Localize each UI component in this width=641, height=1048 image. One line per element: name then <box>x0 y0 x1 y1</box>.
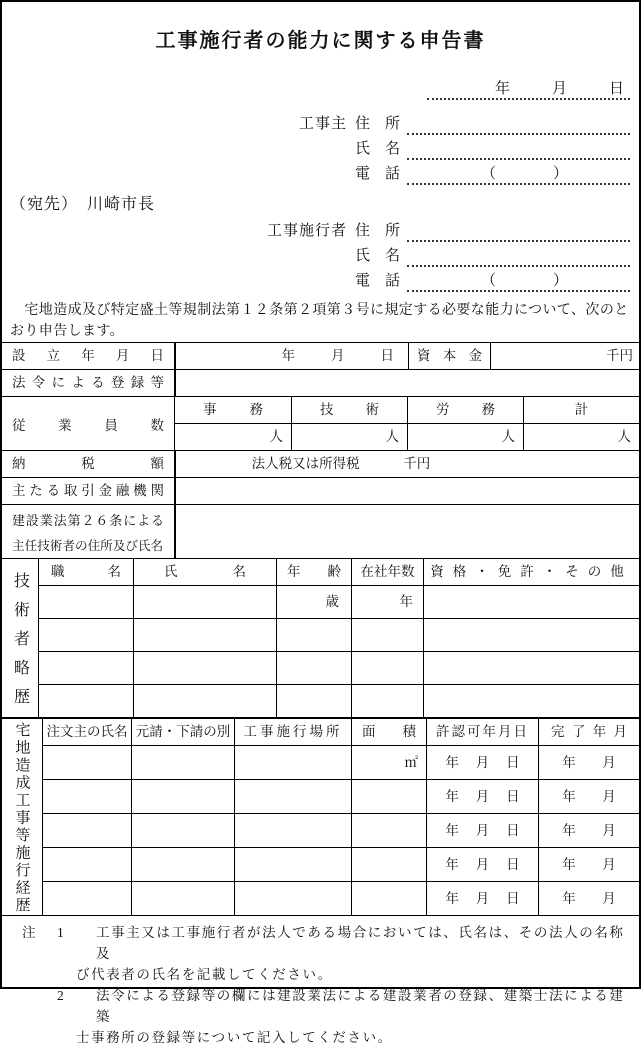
col-age: 年齢 <box>276 559 351 585</box>
job-cell[interactable] <box>39 652 133 684</box>
contractor-block <box>2 217 639 292</box>
construction-header-row <box>43 719 639 745</box>
name-cell[interactable] <box>133 685 276 717</box>
date-day-label: 日 <box>608 81 624 97</box>
permit-date-cell[interactable]: 年 月 日 <box>426 814 538 847</box>
chief-engineer-row <box>2 505 639 558</box>
technician-side-label: 技術者略歴 <box>2 559 39 717</box>
contractor-address-row <box>2 217 639 242</box>
prime-sub-cell[interactable] <box>131 814 234 847</box>
owner-tel-row <box>2 160 639 185</box>
construction-row-2 <box>43 779 639 813</box>
construction-row-3 <box>43 813 639 847</box>
owner-name-row <box>2 135 639 160</box>
qualification-cell[interactable] <box>423 685 639 717</box>
client-cell[interactable] <box>43 848 131 881</box>
contractor-tel-row <box>2 267 639 292</box>
tax-row <box>2 451 639 478</box>
area-cell[interactable] <box>351 882 426 915</box>
area-cell[interactable] <box>351 848 426 881</box>
employees-value-row <box>175 423 639 450</box>
date-month-label: 月 <box>551 81 567 97</box>
job-cell[interactable] <box>39 586 133 618</box>
qualification-cell[interactable] <box>423 619 639 651</box>
unit-person: 人 <box>385 429 399 444</box>
contractor-tel-field[interactable] <box>407 270 630 292</box>
employees-technical-cell[interactable] <box>291 424 407 450</box>
construction-row-4 <box>43 847 639 881</box>
prime-sub-cell[interactable] <box>131 882 234 915</box>
col-prime-sub: 元請・下請の別 <box>131 719 234 745</box>
name-cell[interactable] <box>133 586 276 618</box>
establishment-date-cell[interactable] <box>175 343 408 369</box>
contractor-tel-paren-close: ） <box>553 273 569 289</box>
employees-header-row <box>175 397 639 423</box>
employees-row <box>2 397 639 451</box>
technician-header-row <box>39 559 639 585</box>
completion-date-cell[interactable]: 年 月 <box>538 780 639 813</box>
owner-address-row <box>2 110 639 135</box>
establishment-label: 設立年月日 <box>2 343 175 369</box>
col-area: 面積 <box>351 719 426 745</box>
chief-engineer-label: 建設業法第２６条による 主任技術者の住所及び氏名 <box>2 505 175 558</box>
completion-date-cell[interactable]: 年 月 <box>538 882 639 915</box>
area-cell[interactable] <box>351 814 426 847</box>
owner-address-field[interactable] <box>407 113 630 135</box>
col-completion-date: 完了年月 <box>538 719 639 745</box>
employees-grid <box>175 397 639 450</box>
construction-side-label: 宅地造成工事等施行経歴 <box>2 719 43 915</box>
contractor-tel-label: 電 話 <box>355 273 401 289</box>
company-info-table <box>2 342 639 558</box>
prime-sub-cell[interactable] <box>131 780 234 813</box>
site-cell[interactable] <box>234 746 351 779</box>
unit-person: 人 <box>617 429 631 444</box>
client-cell[interactable] <box>43 780 131 813</box>
col-permit-date: 許認可年月日 <box>426 719 538 745</box>
owner-tel-field[interactable] <box>407 163 630 185</box>
contractor-name-row <box>2 242 639 267</box>
note-marker: 注 <box>22 925 38 940</box>
tenure-cell[interactable] <box>351 652 423 684</box>
job-cell[interactable] <box>39 619 133 651</box>
col-tenure: 在社年数 <box>351 559 423 585</box>
capital-label: 資本金 <box>408 343 490 369</box>
note-2-line2: 士事務所の登録等について記入してください。 <box>76 1030 393 1045</box>
qualification-cell[interactable] <box>423 652 639 684</box>
client-cell[interactable] <box>43 746 131 779</box>
date-row <box>2 78 639 100</box>
col-person-name: 氏名 <box>133 559 276 585</box>
capital-unit-label: 千円 <box>606 348 633 363</box>
completion-date-cell[interactable]: 年 月 <box>538 814 639 847</box>
owner-block <box>2 110 639 185</box>
technician-rows <box>39 559 639 717</box>
owner-tel-label: 電 話 <box>355 166 401 182</box>
contractor-name-field[interactable] <box>407 245 630 267</box>
construction-row-1 <box>43 745 639 779</box>
declaration-line1: 宅地造成及び特定盛土等規制法第１２条第２項第３号に規定する必要な能力について、次のと <box>10 303 629 318</box>
completion-date-cell[interactable]: 年 月 <box>538 746 639 779</box>
tax-type-label: 法人税又は所得税 <box>251 456 360 471</box>
owner-tel-paren-open: （ <box>481 166 497 182</box>
declaration-line2: おり申告します。 <box>10 324 125 339</box>
unit-year: 年 <box>399 594 413 609</box>
chief-engineer-value-cell[interactable] <box>175 505 639 558</box>
permit-date-cell[interactable]: 年 月 日 <box>426 882 538 915</box>
technician-row-4 <box>39 684 639 717</box>
est-month-label: 月 <box>331 348 345 363</box>
col-site: 工事施行場所 <box>234 719 351 745</box>
employees-col-total: 計 <box>523 397 639 423</box>
note-1 <box>22 922 631 985</box>
unit-person: 人 <box>501 429 515 444</box>
contractor-role-label: 工事施行者 <box>266 223 347 239</box>
employees-col-clerical: 事務 <box>203 402 263 417</box>
site-cell[interactable] <box>234 848 351 881</box>
tax-label: 納税額 <box>2 451 175 477</box>
registration-row <box>2 370 639 397</box>
tax-unit-label: 千円 <box>403 456 431 471</box>
unit-person: 人 <box>269 429 283 444</box>
page-title: 工事施行者の能力に関する申告書 <box>155 30 486 52</box>
date-field[interactable] <box>427 78 630 100</box>
unit-age: 歳 <box>325 594 339 609</box>
est-day-label: 日 <box>380 348 394 363</box>
establishment-row <box>2 343 639 370</box>
contractor-address-field[interactable] <box>407 220 630 242</box>
notes-section <box>2 916 639 1048</box>
owner-name-field[interactable] <box>407 138 630 160</box>
construction-rows <box>43 719 639 915</box>
prime-sub-cell[interactable] <box>131 848 234 881</box>
site-cell[interactable] <box>234 814 351 847</box>
contractor-tel-paren-open: （ <box>481 273 497 289</box>
date-year-label: 年 <box>494 81 510 97</box>
prime-sub-cell[interactable] <box>131 746 234 779</box>
est-year-label: 年 <box>281 348 295 363</box>
bank-label: 主たる取引金融機関 <box>2 478 175 504</box>
form-header <box>2 2 639 342</box>
contractor-address-label: 住 所 <box>355 223 401 239</box>
tenure-cell[interactable] <box>351 586 423 618</box>
site-cell[interactable] <box>234 780 351 813</box>
owner-address-label: 住 所 <box>355 116 401 132</box>
employees-label: 従業員数 <box>2 397 175 450</box>
note-1-line1: 工事主又は工事施行者が法人である場合においては、氏名は、その法人の名称及 <box>96 925 625 961</box>
owner-role-label: 工事主 <box>298 116 347 132</box>
site-cell[interactable] <box>234 882 351 915</box>
construction-row-5 <box>43 881 639 915</box>
age-cell[interactable] <box>276 586 351 618</box>
client-cell[interactable] <box>43 814 131 847</box>
note-1-number: 1 <box>57 925 66 940</box>
capital-value-cell[interactable] <box>490 343 639 369</box>
age-cell[interactable] <box>276 619 351 651</box>
tenure-cell[interactable] <box>351 619 423 651</box>
registration-label: 法令による登録等 <box>2 370 175 396</box>
name-cell[interactable] <box>133 652 276 684</box>
col-qualifications: 資格・免許・その他 <box>423 559 639 585</box>
completion-date-cell[interactable]: 年 月 <box>538 848 639 881</box>
note-2 <box>22 985 631 1048</box>
employees-total-cell[interactable] <box>523 424 639 450</box>
registration-value-cell[interactable] <box>175 370 639 396</box>
contractor-name-label: 氏 名 <box>355 248 401 264</box>
technician-row-1 <box>39 585 639 618</box>
employees-col-technical: 技術 <box>291 397 407 423</box>
tenure-cell[interactable] <box>351 685 423 717</box>
permit-date-cell[interactable]: 年 月 日 <box>426 780 538 813</box>
construction-record-table <box>2 718 639 916</box>
job-cell[interactable] <box>39 685 133 717</box>
owner-tel-paren-close: ） <box>553 166 569 182</box>
owner-name-label: 氏 名 <box>355 141 401 157</box>
bank-row <box>2 478 639 505</box>
tax-value-cell[interactable] <box>175 451 639 477</box>
note-2-number: 2 <box>57 988 66 1003</box>
bank-value-cell[interactable] <box>175 478 639 504</box>
permit-date-cell[interactable]: 年 月 日 <box>426 746 538 779</box>
name-cell[interactable] <box>133 619 276 651</box>
col-job-title: 職名 <box>51 564 121 579</box>
addressee-label: （宛先） 川崎市長 <box>10 196 156 213</box>
employees-col-labor: 労務 <box>407 397 523 423</box>
employees-clerical-cell[interactable] <box>175 424 291 450</box>
note-1-line2: び代表者の氏名を記載してください。 <box>76 967 333 982</box>
technician-row-2 <box>39 618 639 651</box>
age-cell[interactable] <box>276 685 351 717</box>
col-client-name: 注文主の氏名 <box>46 724 128 739</box>
technician-history-table <box>2 558 639 718</box>
permit-date-cell[interactable]: 年 月 日 <box>426 848 538 881</box>
age-cell[interactable] <box>276 652 351 684</box>
client-cell[interactable] <box>43 882 131 915</box>
technician-row-3 <box>39 651 639 684</box>
area-cell[interactable] <box>351 746 426 779</box>
employees-labor-cell[interactable] <box>407 424 523 450</box>
note-2-line1: 法令による登録等の欄には建設業法による建設業者の登録、建築士法による建築 <box>96 988 625 1024</box>
qualification-cell[interactable] <box>423 586 639 618</box>
unit-square-meter: ㎡ <box>404 755 418 770</box>
area-cell[interactable] <box>351 780 426 813</box>
